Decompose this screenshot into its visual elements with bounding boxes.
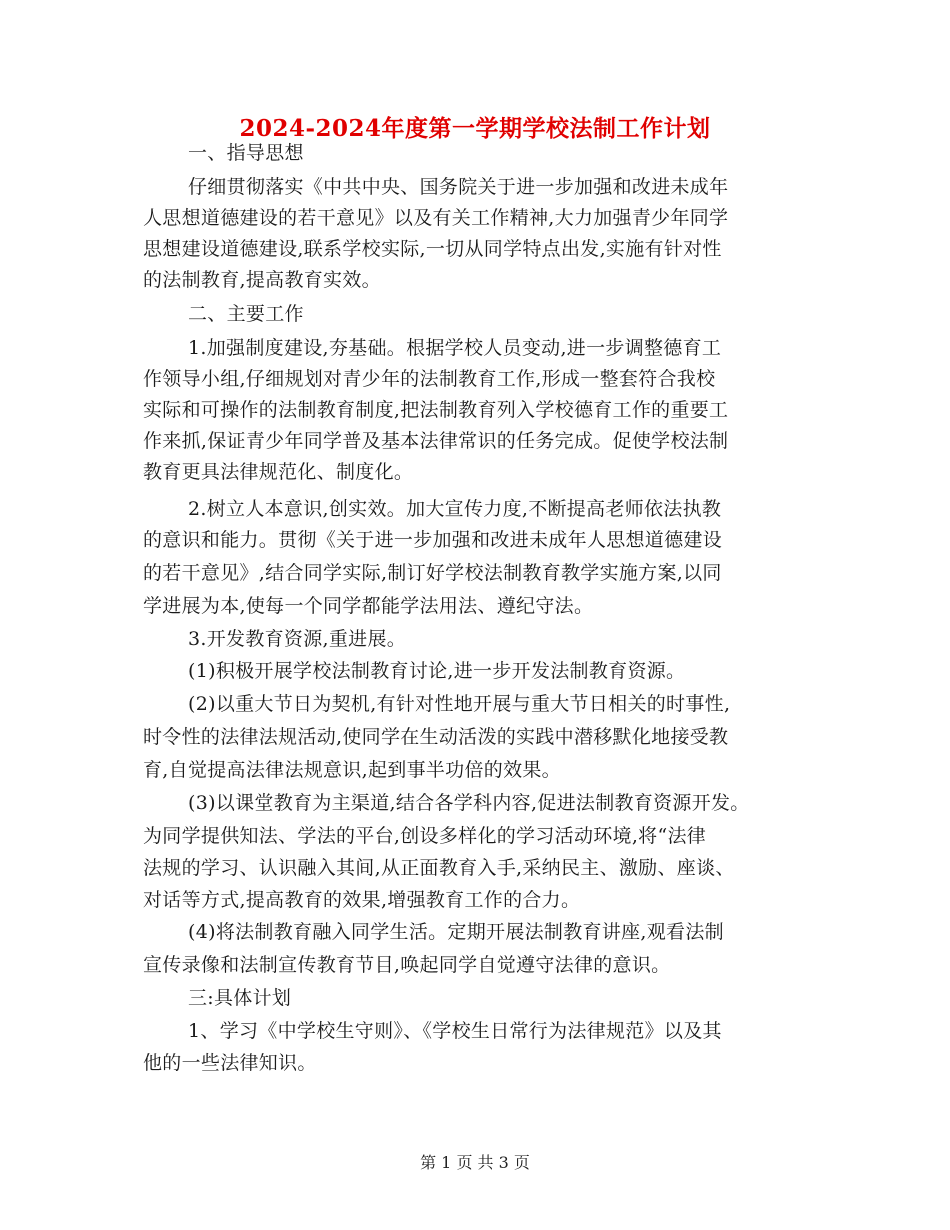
paragraph-line: 人思想道德建设的若干意见》以及有关工作精神,大力加强青少年同学 — [143, 207, 729, 229]
paragraph-line: 对话等方式,提高教育的效果,增强教育工作的合力。 — [143, 889, 581, 911]
paragraph-line: 法规的学习、认识融入其间,从正面教育入手,采纳民主、激励、座谈、 — [143, 857, 735, 879]
paragraph-line: 作领导小组,仔细规划对青少年的法制教育工作,形成一整套符合我校 — [143, 368, 716, 390]
paragraph-line: 思想建设道德建设,联系学校实际,一切从同学特点出发,实施有针对性 — [143, 238, 722, 260]
document-title: 2024-2024年度第一学期学校法制工作计划 — [239, 115, 711, 142]
paragraph-line: 的若干意见》,结合同学实际,制订好学校法制教育教学实施方案,以同 — [143, 562, 722, 584]
paragraph-line: 2.树立人本意识,创实效。加大宣传力度,不断提高老师依法执教 — [188, 498, 722, 520]
paragraph-line: 宣传录像和法制宣传教育节目,唤起同学自觉遵守法律的意识。 — [143, 954, 671, 976]
paragraph-line: 实际和可操作的法制教育制度,把法制教育列入学校德育工作的重要工 — [143, 399, 729, 421]
paragraph-line: (3)以课堂教育为主渠道,结合各学科内容,促进法制教育资源开发。 — [188, 792, 750, 814]
paragraph-line: 育,自觉提高法律法规意识,起到事半功倍的效果。 — [143, 759, 561, 781]
paragraph-line: 3.开发教育资源,重进展。 — [188, 628, 407, 650]
section-heading: 二、主要工作 — [188, 303, 304, 325]
paragraph-line: (1)积极开展学校法制教育讨论,进一步开发法制教育资源。 — [188, 660, 686, 682]
paragraph-line: 为同学提供知法、学法的平台,创设多样化的学习活动环境,将“法律 — [143, 825, 707, 847]
section-heading: 一、指导思想 — [188, 142, 304, 164]
paragraph-line: 教育更具法律规范化、制度化。 — [143, 461, 414, 483]
paragraph-line: 仔细贯彻落实《中共中央、国务院关于进一步加强和改进未成年 — [188, 176, 729, 198]
paragraph-line: 1.加强制度建设,夯基础。根据学校人员变动,进一步调整德育工 — [188, 337, 722, 359]
paragraph-line: 他的一些法律知识。 — [143, 1052, 317, 1074]
paragraph-line: 1、学习《中学校生守则》、《学校生日常行为法律规范》以及其 — [188, 1020, 722, 1042]
paragraph-line: 的意识和能力。贯彻《关于进一步加强和改进未成年人思想道德建设 — [143, 529, 723, 551]
section-heading: 三:具体计划 — [188, 987, 292, 1009]
paragraph-line: (4)将法制教育融入同学生活。定期开展法制教育讲座,观看法制 — [188, 921, 724, 943]
paragraph-line: (2)以重大节日为契机,有针对性地开展与重大节日相关的时事性, — [188, 693, 731, 715]
paragraph-line: 学进展为本,使每一个同学都能学法用法、遵纪守法。 — [143, 595, 594, 617]
paragraph-line: 作来抓,保证青少年同学普及基本法律常识的任务完成。促使学校法制 — [143, 430, 729, 452]
paragraph-line: 的法制教育,提高教育实效。 — [143, 269, 381, 291]
page-footer: 第 1 页 共 3 页 — [420, 1153, 530, 1172]
paragraph-line: 时令性的法律法规活动,使同学在生动活泼的实践中潜移默化地接受教 — [143, 726, 729, 748]
